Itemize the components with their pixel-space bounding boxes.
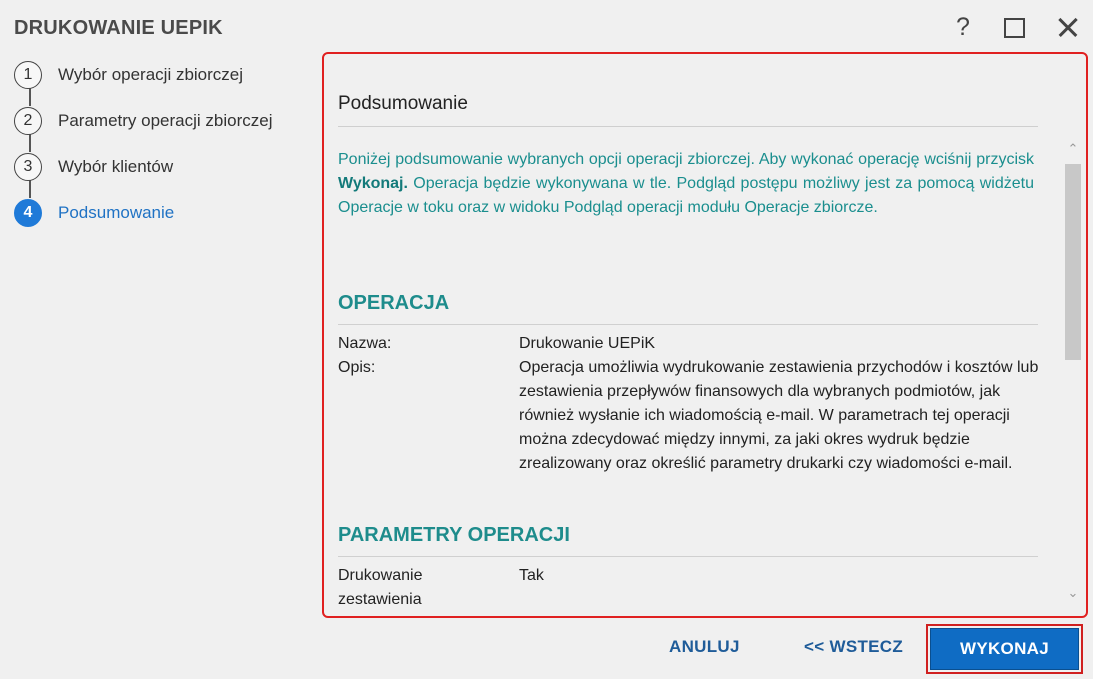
close-icon[interactable] — [1052, 12, 1082, 42]
description-value: Operacja umożliwia wydrukowanie zestawienia przychodów i kosztów lub zestawienia przepływów finansowych dla wybranych podmiotów, jak również wysłanie ich wiadomością e-mail. W parametrach tej operacji można zdecydować między innymi, za jaki okres wydruk będzie zrealizowany oraz określić parametry drukarki czy wiadomości e-mail. — [519, 359, 1038, 472]
maximize-icon[interactable] — [1000, 12, 1030, 42]
summary-panel — [322, 52, 1088, 618]
divider — [338, 556, 1038, 557]
step-1[interactable] — [14, 58, 243, 92]
window-title: DRUKOWANIE UEPIK — [14, 17, 223, 39]
step-3[interactable] — [14, 150, 173, 184]
intro-text: Poniżej podsumowanie wybranych opcji operacji zbiorczej. Aby wykonać operację wciśnij przycisk — [338, 151, 1034, 168]
operation-section-title: OPERACJA — [338, 292, 450, 314]
step-2[interactable] — [14, 104, 272, 138]
summary-intro — [338, 148, 1034, 220]
divider — [338, 324, 1038, 325]
name-key: Nazwa: — [338, 335, 392, 352]
print-statement-value: Tak — [519, 567, 544, 584]
name-value: Drukowanie UEPiK — [519, 335, 656, 352]
step-number: 2 — [14, 107, 42, 135]
vertical-scrollbar[interactable] — [1062, 142, 1084, 604]
divider — [338, 126, 1038, 127]
execute-button-label: WYKONAJ — [930, 628, 1079, 670]
execute-button[interactable] — [926, 624, 1083, 674]
back-button[interactable]: << WSTECZ — [804, 637, 904, 656]
step-label: Parametry operacji zbiorczej — [58, 111, 273, 130]
help-button[interactable]: ? — [956, 13, 970, 41]
intro-text: Operacja będzie wykonywana w tle. Podgląd postępu możliwy jest za pomocą widżetu Operacje w toku oraz w widoku Podgląd operacji modułu Operacje zbiorcze. — [338, 175, 1034, 216]
print-statement-key: Drukowanie zestawienia — [338, 567, 423, 608]
step-number: 4 — [14, 199, 42, 227]
step-4[interactable] — [14, 196, 174, 230]
scroll-thumb[interactable] — [1065, 164, 1081, 360]
parameters-section-title: PARAMETRY OPERACJI — [338, 524, 570, 546]
chevron-up-icon[interactable]: ⌃ — [1067, 141, 1079, 156]
intro-bold-text: Wykonaj. — [338, 175, 408, 192]
description-key: Opis: — [338, 359, 376, 376]
summary-title: Podsumowanie — [338, 93, 468, 114]
summary-content — [338, 134, 1038, 614]
cancel-button[interactable]: ANULUJ — [669, 637, 740, 656]
step-number: 3 — [14, 153, 42, 181]
step-number: 1 — [14, 61, 42, 89]
step-label: Podsumowanie — [58, 203, 175, 222]
step-label: Wybór klientów — [58, 157, 174, 176]
chevron-down-icon[interactable]: ⌄ — [1067, 585, 1079, 600]
step-label: Wybór operacji zbiorczej — [58, 65, 244, 84]
